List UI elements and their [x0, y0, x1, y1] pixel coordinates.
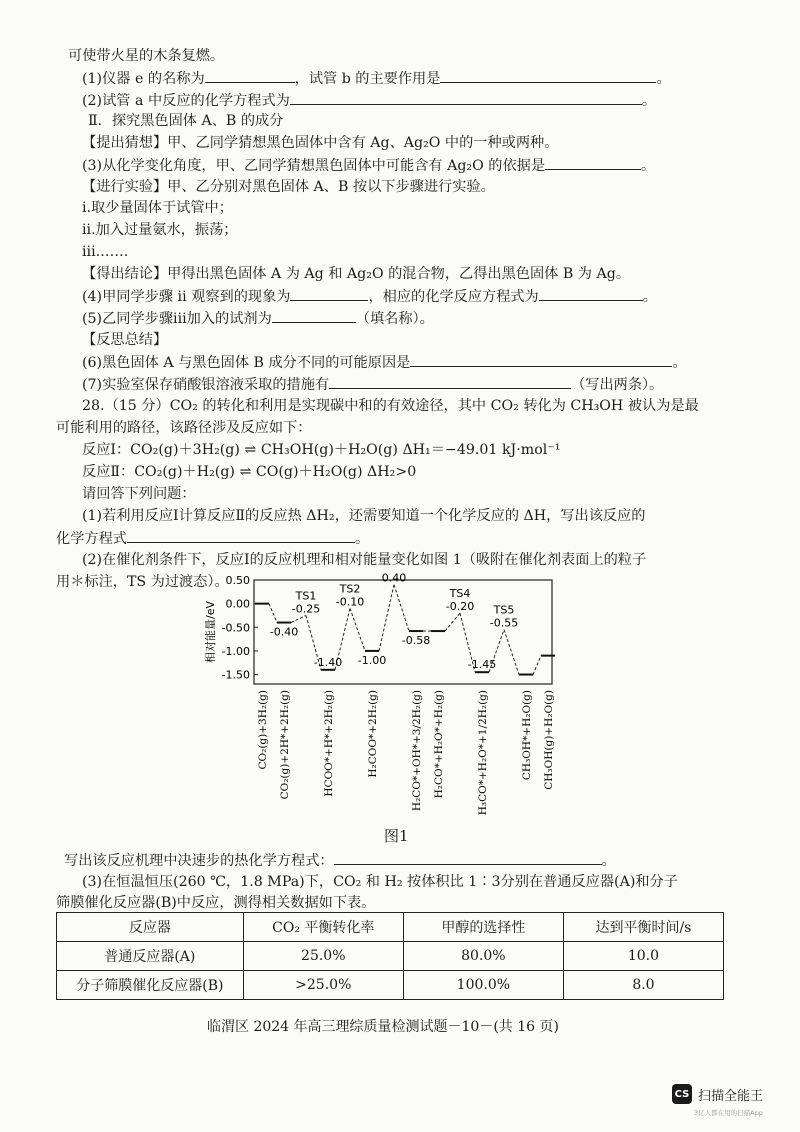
connector-line — [269, 604, 277, 623]
table-cell: 100.0% — [403, 971, 563, 1000]
page-footer: 临渭区 2024 年高三理综质量检测试题－10－(共 16 页) — [207, 1019, 559, 1035]
energy-value-label: -1.45 — [467, 658, 497, 672]
table-header: CO₂ 平衡转化率 — [243, 913, 403, 942]
rate-step-question: 写出该反应机理中决速步的热化学方程式： 。 — [64, 850, 616, 871]
step-1: i.取少量固体于试管中； — [82, 200, 233, 216]
answer-blank[interactable] — [440, 68, 656, 83]
text-line: 可使带火星的木条复燃。 — [68, 48, 225, 64]
ts-rise — [291, 615, 306, 622]
text-line: 可能利用的路径，该路径涉及反应如下： — [56, 420, 312, 436]
answer-blank[interactable] — [205, 68, 295, 83]
table-header: 甲醇的选择性 — [403, 913, 563, 942]
question-2: (2)试管 a 中反应的化学方程式为 。 — [82, 90, 656, 111]
y-axis-label: 相对能量/eV — [204, 601, 217, 663]
energy-value-label: -1.40 — [313, 655, 343, 669]
camscanner-tagline: 3亿人都在用的扫描App — [694, 1109, 763, 1117]
answer-blank[interactable] — [290, 90, 642, 105]
y-tick-label: 0.50 — [225, 574, 250, 587]
answer-blank[interactable] — [127, 528, 355, 543]
text-line: 【提出猜想】甲、乙同学猜想黑色固体中含有 Ag、Ag₂O 中的一种或两种。 — [82, 135, 559, 151]
ts-name: TS4 — [449, 587, 471, 601]
answer-blank[interactable] — [545, 155, 641, 170]
table-cell: >25.0% — [243, 971, 403, 1000]
table-row — [57, 971, 724, 1000]
reaction-1: 反应Ⅰ：CO₂(g)＋3H₂(g) ⇌ CH₃OH(g)＋H₂O(g) ΔH₁＝−49.01 kJ·mol⁻¹ — [82, 442, 561, 458]
camscanner-brand: 扫描全能王 — [698, 1089, 764, 1104]
table-cell: 25.0% — [243, 942, 403, 971]
state-label: H₂CO*+H₂O*+H₂(g) — [433, 690, 445, 799]
table-cell: 普通反应器(A) — [57, 942, 244, 971]
connector-line — [533, 656, 541, 675]
energy-value-label: -0.25 — [291, 602, 321, 616]
table-cell: 80.0% — [403, 942, 563, 971]
step-2: ii.加入过量氨水，振荡； — [82, 222, 238, 238]
energy-value-label: -0.55 — [489, 616, 519, 630]
section-heading: 【反思总结】 — [82, 332, 168, 348]
ts-rise — [445, 613, 460, 631]
table-row — [57, 942, 724, 971]
step-3: iii.…… — [82, 244, 129, 260]
state-label: H₂COO*+2H₂(g) — [367, 690, 379, 778]
connector-line — [504, 630, 519, 675]
energy-value-label: 0.40 — [381, 572, 407, 585]
ts-name: TS1 — [295, 589, 317, 603]
sub-question-3-cont: 筛膜催化反应器(B)中反应，测得相关数据如下表。 — [56, 895, 376, 911]
energy-value-label: -1.00 — [357, 653, 387, 667]
question-1: (1)仪器 e 的名称为 ，试管 b 的主要作用是 。 — [82, 68, 671, 89]
camscanner-logo-icon: CS — [672, 1084, 692, 1104]
answer-blank[interactable] — [329, 374, 571, 389]
ts-name: TS2 — [339, 582, 361, 596]
state-label: CO₂(g)+2H*+2H₂(g) — [279, 690, 291, 800]
table-cell: 8.0 — [563, 971, 723, 1000]
table-header-row — [57, 913, 724, 942]
sub-question-3: (3)在恒温恒压(260 ℃，1.8 MPa)下，CO₂ 和 H₂ 按体积比 1∶3分别在普通反应器(A)和分子 — [82, 874, 678, 890]
table-cell: 分子筛膜催化反应器(B) — [57, 971, 244, 1000]
answer-blank[interactable] — [410, 352, 672, 367]
answer-blank[interactable] — [334, 850, 602, 865]
y-tick-label: -1.00 — [221, 644, 250, 658]
state-label: CH₃OH*+H₂O(g) — [521, 690, 533, 781]
question-4: (4)甲同学步骤 ii 观察到的现象为 ，相应的化学反应方程式为 。 — [82, 286, 657, 307]
table-header: 达到平衡时间/s — [563, 913, 723, 942]
energy-value-label: -0.20 — [445, 600, 475, 614]
answer-blank[interactable] — [272, 308, 356, 323]
figure-caption: 图1 — [384, 827, 409, 845]
connector-line — [350, 608, 365, 651]
answer-blank[interactable] — [290, 286, 368, 301]
sub-question-2: (2)在催化剂条件下，反应Ⅰ的反应机理和相对能量变化如图 1（吸附在催化剂表面上的粒子 — [82, 552, 647, 568]
text-line: 请回答下列问题： — [82, 486, 196, 502]
table-cell: 10.0 — [563, 942, 723, 971]
question-6: (6)黑色固体 A 与黑色固体 B 成分不同的可能原因是 。 — [82, 352, 687, 373]
question-28-intro: 28.（15 分）CO₂ 的转化和利用是实现碳中和的有效途径，其中 CO₂ 转化为 CH₃OH 被认为是最 — [82, 398, 699, 414]
section-heading: Ⅱ．探究黑色固体 A、B 的成分 — [88, 113, 284, 129]
ts-rise — [379, 585, 394, 651]
sub-question-1-cont: 化学方程式 。 — [56, 528, 369, 549]
reactor-data-table — [56, 912, 724, 1000]
question-5: (5)乙同学步骤iii加入的试剂为 （填名称）。 — [82, 308, 434, 329]
reaction-2: 反应Ⅱ：CO₂(g)＋H₂(g) ⇌ CO(g)＋H₂O(g) ΔH₂>0 — [82, 464, 417, 480]
state-label: H₂CO*+OH*+3/2H₂(g) — [411, 690, 423, 812]
state-label: CH₃OH(g)+H₂O(g) — [543, 690, 555, 790]
y-tick-label: -0.50 — [221, 621, 250, 635]
state-label: H₃CO*+H₂O*+1/2H₂(g) — [477, 690, 489, 816]
question-7: (7)实验室保存硝酸银溶液采取的措施有 （写出两条）。 — [82, 374, 663, 395]
state-label: CO₂(g)+3H₂(g) — [257, 690, 269, 770]
text-line: 【进行实验】甲、乙分别对黑色固体 A、B 按以下步骤进行实验。 — [82, 179, 495, 195]
ts-name: TS5 — [493, 603, 515, 617]
energy-value-label: -0.40 — [269, 625, 299, 639]
energy-profile-chart — [200, 572, 580, 822]
connector-line — [394, 585, 409, 631]
y-tick-label: -1.50 — [221, 668, 250, 682]
sub-question-1: (1)若利用反应Ⅰ计算反应Ⅱ的反应热 ΔH₂，还需要知道一个化学反应的 ΔH，写出该反应的 — [82, 508, 646, 524]
energy-value-label: -0.58 — [401, 634, 431, 648]
state-label: HCOO*+H*+2H₂(g) — [323, 690, 335, 797]
text-line: 【得出结论】甲得出黑色固体 A 为 Ag 和 Ag₂O 的混合物，乙得出黑色固体 B 为 Ag。 — [82, 266, 631, 282]
y-tick-label: 0.00 — [225, 597, 250, 611]
table-header: 反应器 — [57, 913, 244, 942]
question-3: (3)从化学变化角度，甲、乙同学猜想黑色固体中可能含有 Ag₂O 的依据是 。 — [82, 155, 655, 176]
answer-blank[interactable] — [539, 286, 643, 301]
energy-value-label: -0.10 — [335, 595, 365, 609]
sub-question-2-cont: 用＊标注，TS 为过渡态）。 — [56, 574, 229, 590]
